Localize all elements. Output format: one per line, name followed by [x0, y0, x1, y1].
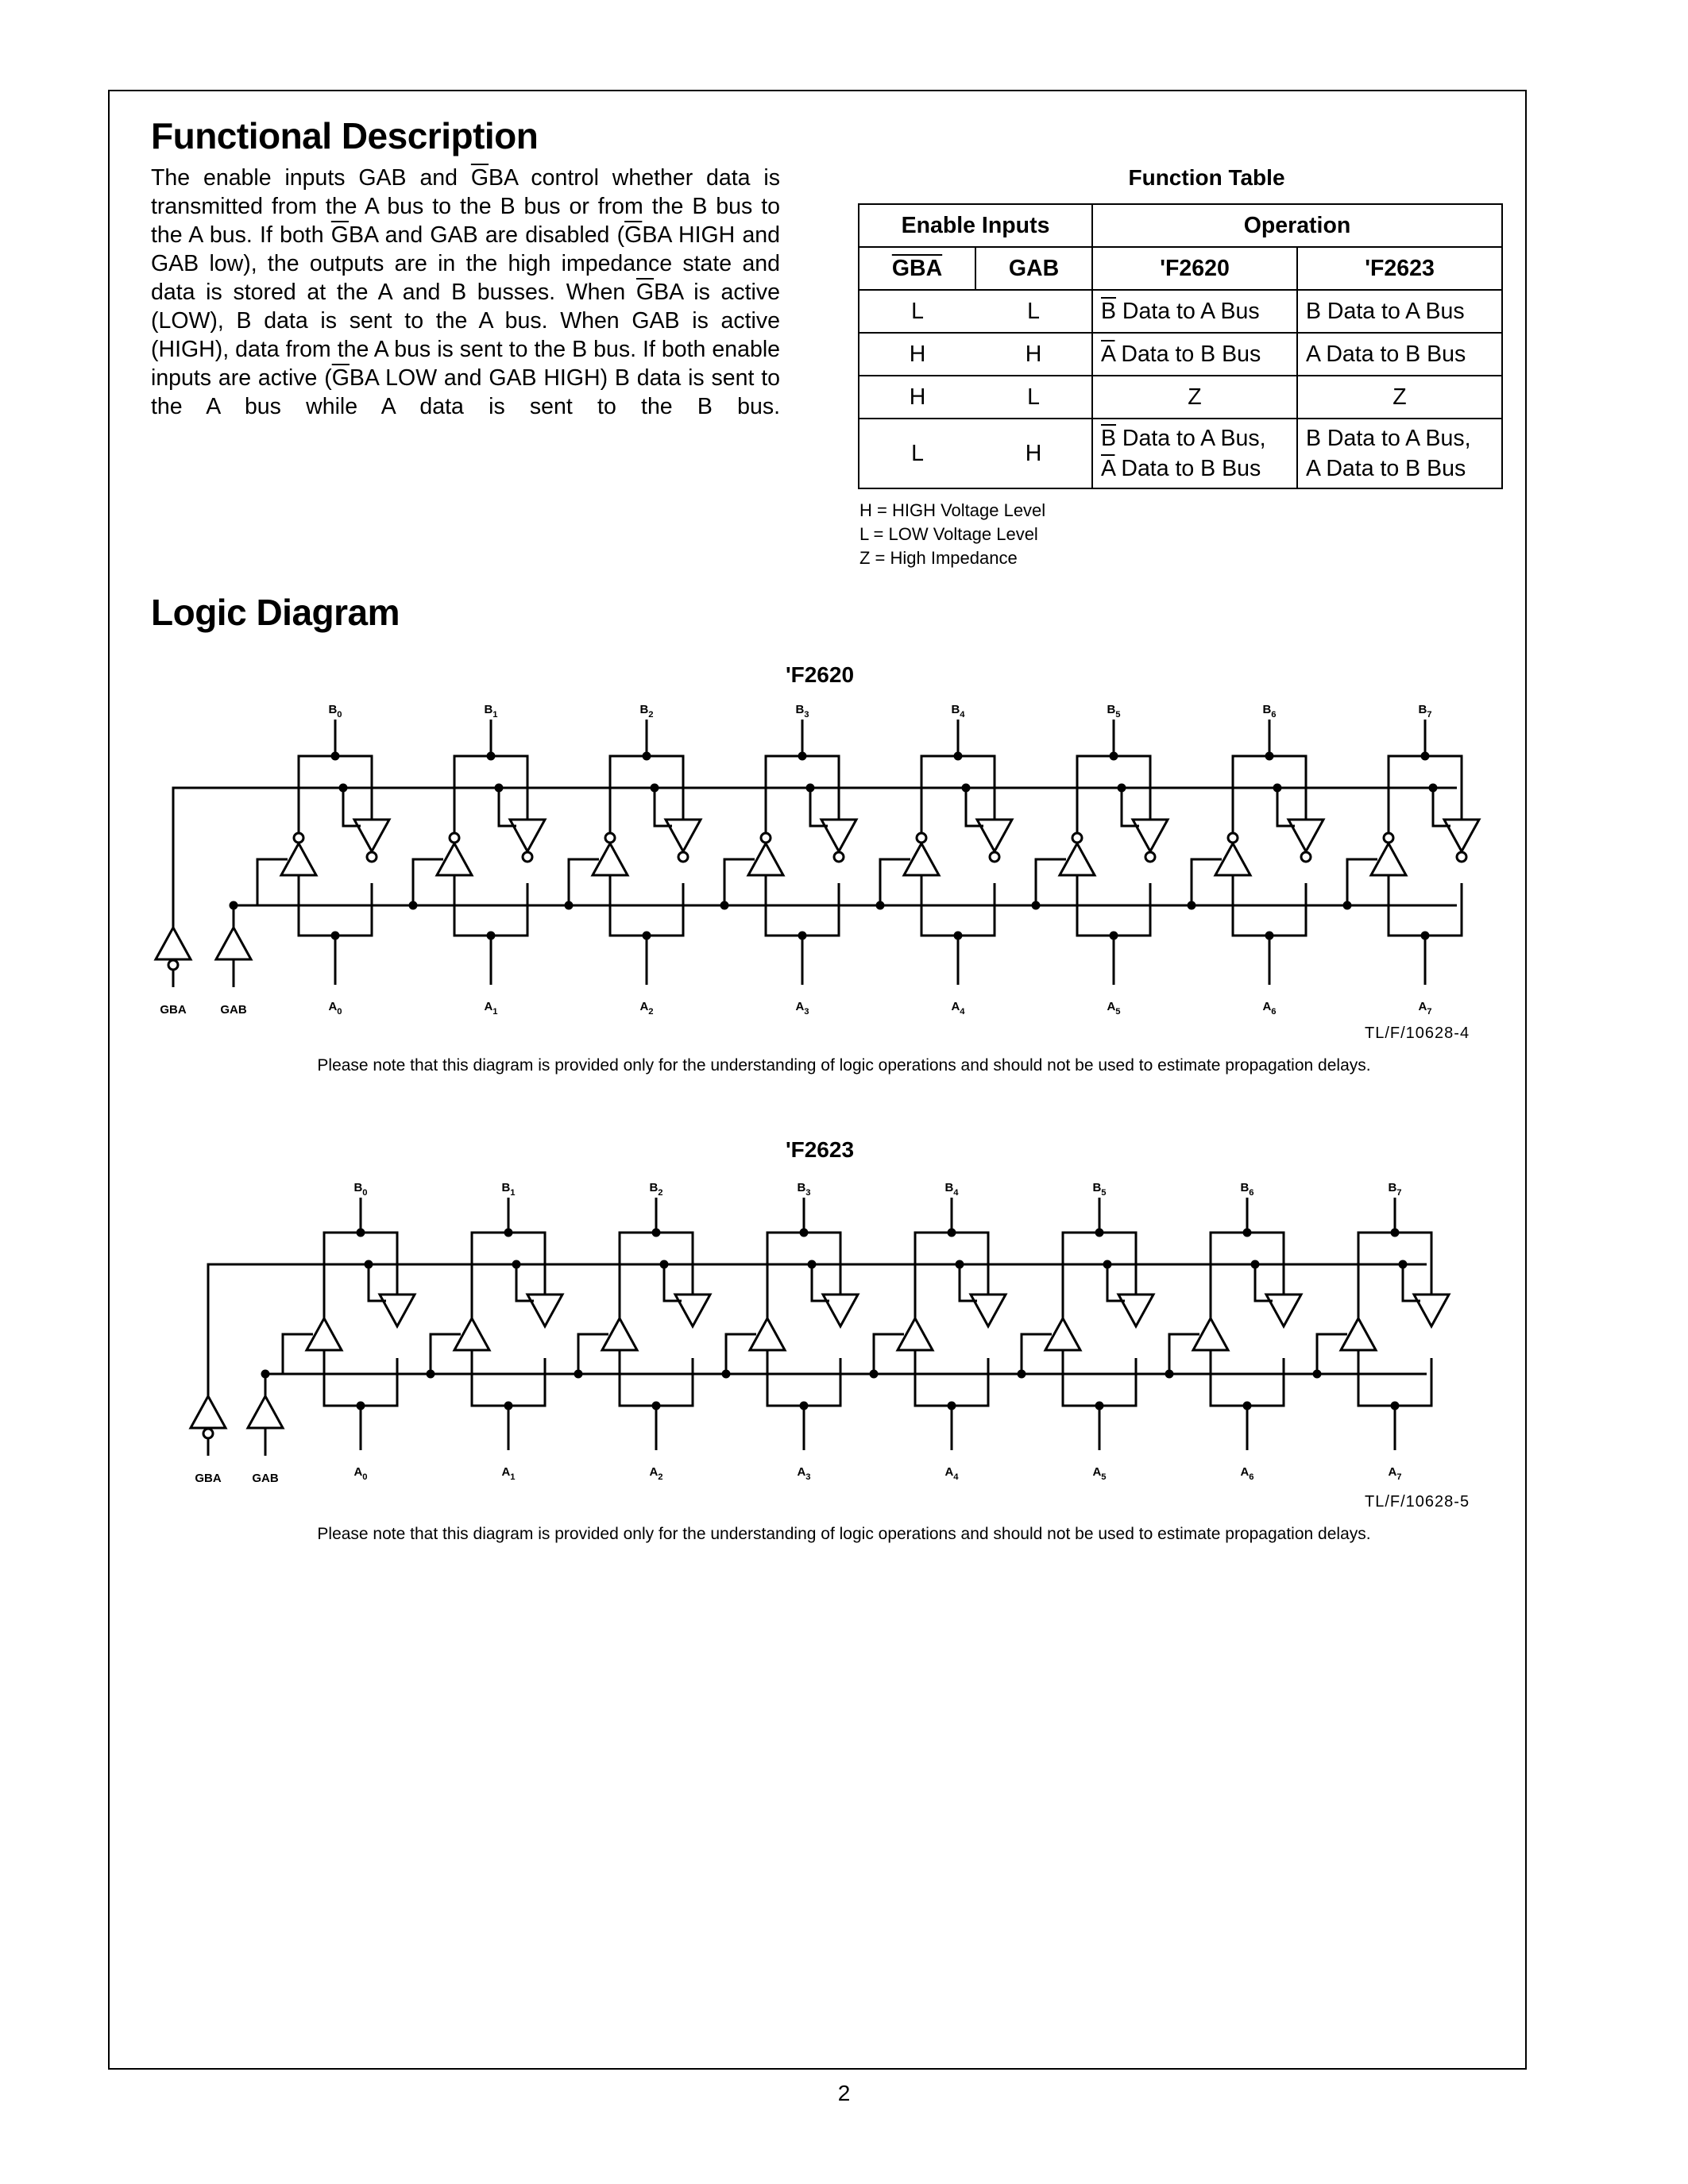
- b-pin-label: $B_0$: [353, 1181, 368, 1198]
- col-f2623: 'F2623: [1297, 247, 1502, 290]
- gab-tap: [1192, 859, 1222, 905]
- a-pin-label: $A_1$: [501, 1465, 516, 1482]
- gab-tap: [257, 859, 288, 905]
- cell-gab: H: [975, 333, 1092, 376]
- gba-enable-line: [173, 788, 1457, 928]
- a-node-wire: [1358, 1350, 1431, 1406]
- inverter-bubble: [761, 833, 771, 843]
- b-to-a-buffer: [1414, 1295, 1449, 1326]
- a-pin-label: $A_3$: [797, 1465, 811, 1482]
- inverter-bubble: [203, 1429, 213, 1438]
- figure-id: TL/F/10628-4: [1365, 1024, 1470, 1042]
- cell-gba: H: [859, 333, 975, 376]
- transceiver-cell: [565, 703, 701, 1017]
- inverter-bubble: [834, 852, 844, 862]
- b-pin-label: $B_3$: [797, 1181, 811, 1198]
- logic-diagram-1: [156, 703, 1479, 1017]
- col-f2620: 'F2620: [1092, 247, 1297, 290]
- a-pin-label: $A_6$: [1240, 1465, 1254, 1482]
- b-to-a-buffer: [675, 1295, 710, 1326]
- junction-dot: [339, 784, 348, 793]
- transceiver-cell: [870, 1181, 1006, 1482]
- junction-dot: [409, 901, 418, 910]
- b-to-a-buffer: [823, 1295, 858, 1326]
- b-pin-label: $B_3$: [795, 703, 809, 720]
- legend-item: L = LOW Voltage Level: [859, 524, 1038, 544]
- inverter-bubble: [1457, 852, 1466, 862]
- gab-tap: [874, 1334, 904, 1374]
- gab-tap: [1169, 1334, 1199, 1374]
- b-pin-label: $B_6$: [1262, 703, 1277, 720]
- a-pin-label: $A_7$: [1388, 1465, 1402, 1482]
- inverter-bubble: [1072, 833, 1082, 843]
- junction-dot: [1273, 784, 1282, 793]
- a-node-wire: [620, 1350, 693, 1406]
- a-node-wire: [1063, 1350, 1136, 1406]
- op-text: $\overline{B}$ Data to A Bus,: [1101, 426, 1266, 451]
- a-pin-label: $A_3$: [795, 1000, 809, 1017]
- inverter-bubble: [168, 960, 178, 970]
- a-pin-label: $A_7$: [1418, 1000, 1432, 1017]
- b-pin-label: $B_4$: [951, 703, 965, 720]
- transceiver-cell: [1343, 703, 1480, 1017]
- op-text: B Data to A Bus,: [1306, 426, 1471, 451]
- a-pin-label: $A_2$: [649, 1465, 663, 1482]
- diagram-title-f2620: 'F2620: [785, 662, 855, 687]
- junction-dot: [1399, 1260, 1408, 1269]
- b-to-a-buffer: [971, 1295, 1006, 1326]
- junction-dot: [1251, 1260, 1260, 1269]
- inverter-bubble: [678, 852, 688, 862]
- inverter-bubble: [367, 852, 377, 862]
- gab-tap: [1317, 1334, 1347, 1374]
- gab-buffer: [248, 1396, 283, 1428]
- inverter-bubble: [990, 852, 999, 862]
- inverter-bubble: [1384, 833, 1393, 843]
- header-enable-inputs: Enable Inputs: [859, 204, 1092, 247]
- gab-tap: [569, 859, 599, 905]
- gab-label: GAB: [220, 1003, 247, 1017]
- junction-dot: [512, 1260, 521, 1269]
- a-pin-label: $A_4$: [951, 1000, 965, 1017]
- gab-tap: [1036, 859, 1066, 905]
- a-pin-label: $A_2$: [639, 1000, 654, 1017]
- junction-dot: [1118, 784, 1126, 793]
- cell-gab: H: [975, 419, 1092, 488]
- gab-tap: [431, 1334, 461, 1374]
- gba-enable-line: [208, 1264, 1427, 1396]
- b-pin-label: $B_7$: [1388, 1181, 1402, 1198]
- transceiver-cell: [722, 1181, 859, 1482]
- a-node-wire: [767, 1350, 840, 1406]
- diagram-note: Please note that this diagram is provided only for the understanding of logic operations and should not be used to estimate propagation delays.: [317, 1056, 1371, 1075]
- b-to-a-buffer: [380, 1295, 415, 1326]
- junction-dot: [1165, 1370, 1174, 1379]
- a-pin-label: $A_6$: [1262, 1000, 1277, 1017]
- b-pin-label: $B_4$: [944, 1181, 959, 1198]
- b-to-a-buffer: [821, 820, 856, 851]
- a-pin-label: $A_5$: [1092, 1465, 1107, 1482]
- junction-dot: [1032, 901, 1041, 910]
- header-operation: Operation: [1092, 204, 1502, 247]
- gba-label: GBA: [195, 1472, 222, 1485]
- page-number: 2: [837, 2081, 851, 2105]
- junction-dot: [720, 901, 729, 910]
- junction-dot: [230, 901, 238, 910]
- inverter-bubble: [605, 833, 615, 843]
- a-pin-label: $A_0$: [353, 1465, 368, 1482]
- junction-dot: [495, 784, 504, 793]
- gab-tap: [726, 1334, 756, 1374]
- transceiver-cell: [1188, 703, 1324, 1017]
- transceiver-cell: [283, 1181, 415, 1482]
- transceiver-cell: [409, 703, 546, 1017]
- junction-dot: [1313, 1370, 1322, 1379]
- junction-dot: [1188, 901, 1196, 910]
- cell-f2623: Z: [1297, 376, 1502, 419]
- inverter-bubble: [917, 833, 926, 843]
- junction-dot: [365, 1260, 373, 1269]
- junction-dot: [660, 1260, 669, 1269]
- junction-dot: [651, 784, 659, 793]
- b-pin-label: $B_1$: [484, 703, 498, 720]
- junction-dot: [1018, 1370, 1026, 1379]
- col-gab: GAB: [975, 247, 1092, 290]
- transceiver-cell: [720, 703, 857, 1017]
- op-text: $\overline{B}$ Data to A Bus: [1101, 298, 1260, 324]
- junction-dot: [870, 1370, 879, 1379]
- a-node-wire: [1211, 1350, 1284, 1406]
- a-node-wire: [915, 1350, 988, 1406]
- inverter-bubble: [1145, 852, 1155, 862]
- gba-buffer: [191, 1396, 226, 1428]
- junction-dot: [261, 1370, 270, 1379]
- cell-gab: L: [975, 376, 1092, 419]
- b-pin-label: $B_5$: [1107, 703, 1121, 720]
- transceiver-cell: [257, 703, 389, 1017]
- cell-gba: L: [859, 290, 975, 333]
- gab-tap: [880, 859, 910, 905]
- junction-dot: [962, 784, 971, 793]
- a-pin-label: $A_4$: [944, 1465, 959, 1482]
- b-pin-label: $B_2$: [649, 1181, 663, 1198]
- b-to-a-buffer: [527, 1295, 562, 1326]
- cell-gba: H: [859, 376, 975, 419]
- b-to-a-buffer: [354, 820, 389, 851]
- diagram-note: Please note that this diagram is provided only for the understanding of logic operations and should not be used to estimate propagation delays.: [317, 1525, 1371, 1543]
- b-pin-label: $B_2$: [639, 703, 654, 720]
- b-pin-label: $B_5$: [1092, 1181, 1107, 1198]
- transceiver-cell: [1165, 1181, 1302, 1482]
- inverter-bubble: [1228, 833, 1238, 843]
- inverter-bubble: [294, 833, 303, 843]
- junction-dot: [427, 1370, 435, 1379]
- cell-f2623: A Data to B Bus: [1297, 333, 1502, 376]
- gba-label: GBA: [160, 1003, 187, 1017]
- b-to-a-buffer: [1133, 820, 1168, 851]
- legend-item: H = HIGH Voltage Level: [859, 500, 1046, 520]
- functional-description-title: Functional Description: [151, 115, 539, 156]
- transceiver-cell: [1313, 1181, 1450, 1482]
- cell-f2620: Z: [1092, 376, 1297, 419]
- functional-description-text: The enable inputs GAB and $\overline{G}BA$ control whether data is transmitted from the A bus to the B bus or from the B bus to the A bus. If both $\overline{G}BA$ and GAB are disabled ($\overline{G}BA$ HIGH and GAB low), the outputs are in the high impedance state and data is stored at the A and B busses. When $\overline{G}BA$ is active (LOW), B data is sent to the A bus. When GAB is active (HIGH), data from the A bus is sent to the B bus. If both enable inputs are active ($\overline{G}BA$ LOW and GAB HIGH) B data is sent to the A bus while A data is sent to the B bus.: [151, 165, 781, 419]
- a-pin-label: $A_5$: [1107, 1000, 1121, 1017]
- transceiver-cell: [574, 1181, 711, 1482]
- logic-diagram-title: Logic Diagram: [151, 592, 400, 633]
- inverter-bubble: [523, 852, 532, 862]
- b-pin-label: $B_6$: [1240, 1181, 1254, 1198]
- op-text: $\overline{A}$ Data to B Bus: [1101, 456, 1261, 481]
- b-pin-label: $B_7$: [1418, 703, 1432, 720]
- b-to-a-buffer: [666, 820, 701, 851]
- junction-dot: [1343, 901, 1352, 910]
- transceiver-cell: [1018, 1181, 1154, 1482]
- junction-dot: [1429, 784, 1438, 793]
- junction-dot: [876, 901, 885, 910]
- a-pin-label: $A_0$: [328, 1000, 342, 1017]
- gab-tap: [1347, 859, 1377, 905]
- b-to-a-buffer: [1118, 1295, 1153, 1326]
- logic-diagram-2: [191, 1181, 1449, 1485]
- b-pin-label: $B_0$: [328, 703, 342, 720]
- a-pin-label: $A_1$: [484, 1000, 498, 1017]
- a-node-wire: [472, 1350, 545, 1406]
- b-to-a-buffer: [510, 820, 545, 851]
- junction-dot: [574, 1370, 583, 1379]
- cell-gab: L: [975, 290, 1092, 333]
- b-to-a-buffer: [1288, 820, 1323, 851]
- inverter-bubble: [450, 833, 459, 843]
- gab-buffer: [216, 928, 251, 959]
- function-table-caption: Function Table: [1128, 165, 1285, 190]
- b-pin-label: $B_1$: [501, 1181, 516, 1198]
- gab-tap: [1022, 1334, 1052, 1374]
- b-to-a-buffer: [1266, 1295, 1301, 1326]
- gab-tap: [283, 1334, 313, 1374]
- junction-dot: [722, 1370, 731, 1379]
- junction-dot: [565, 901, 574, 910]
- transceiver-cell: [427, 1181, 563, 1482]
- gab-tap: [724, 859, 755, 905]
- b-to-a-buffer: [977, 820, 1012, 851]
- cell-gba: L: [859, 419, 975, 488]
- gab-tap: [413, 859, 443, 905]
- junction-dot: [956, 1260, 964, 1269]
- op-text: A Data to B Bus: [1306, 456, 1466, 481]
- junction-dot: [1103, 1260, 1112, 1269]
- transceiver-cell: [1032, 703, 1168, 1017]
- col-gba-label: $\overline{GBA}$: [891, 255, 943, 281]
- gab-label: GAB: [252, 1472, 279, 1485]
- junction-dot: [808, 1260, 817, 1269]
- b-to-a-buffer: [1444, 820, 1479, 851]
- op-text: $\overline{A}$ Data to B Bus: [1101, 341, 1261, 367]
- legend-item: Z = High Impedance: [859, 548, 1018, 568]
- inverter-bubble: [1301, 852, 1311, 862]
- cell-f2623: B Data to A Bus: [1297, 290, 1502, 333]
- diagram-title-f2623: 'F2623: [785, 1137, 855, 1162]
- gba-buffer: [156, 928, 191, 959]
- transceiver-cell: [876, 703, 1013, 1017]
- gab-tap: [578, 1334, 608, 1374]
- a-node-wire: [324, 1350, 397, 1406]
- figure-id: TL/F/10628-5: [1365, 1493, 1470, 1511]
- junction-dot: [806, 784, 815, 793]
